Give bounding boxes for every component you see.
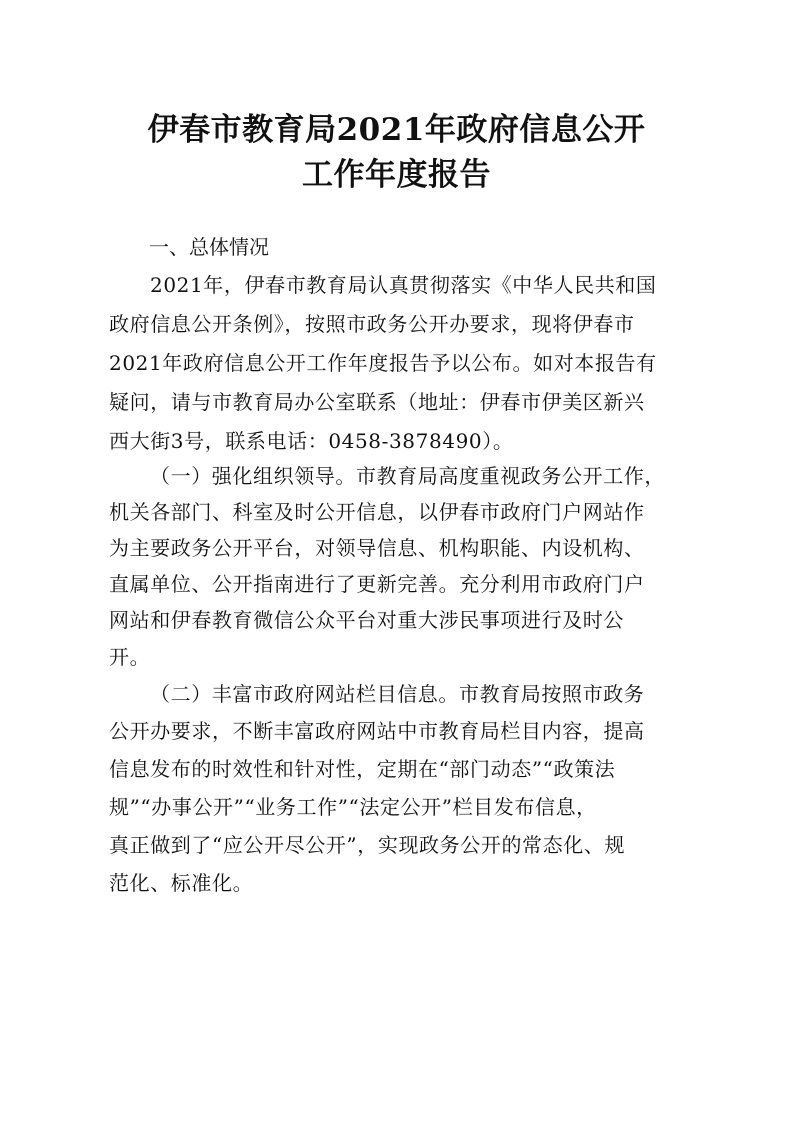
paragraph-3-line: 真正做到了“应公开尽公开”，实现政务公开的常态化、规 <box>109 833 626 857</box>
paragraph-3-line: 公开办要求，不断丰富政府网站中市教育局栏目内容，提高 <box>109 719 645 743</box>
paragraph-3-line: 范化、标准化。 <box>109 871 254 895</box>
paragraph-2-line: 直属单位、公开指南进行了更新完善。充分利用市政府门户 <box>109 572 645 596</box>
paragraph-1-line: 西大街3号，联系电话：0458-3878490）。 <box>109 429 514 453</box>
paragraph-3-line: （二）丰富市政府网站栏目信息。市教育局按照市政务 <box>150 682 645 706</box>
paragraph-1-line: 政府信息公开条例》，按照市政务公开办要求，现将伊春市 <box>109 312 635 336</box>
report-title-line-1: 伊春市教育局2021年政府信息公开 <box>147 112 646 148</box>
paragraph-2-line: 网站和伊春教育微信公众平台对重大涉民事项进行及时公 <box>109 608 624 632</box>
section-heading: 一、总体情况 <box>149 235 269 259</box>
paragraph-1-line: 2021年政府信息公开工作年度报告予以公布。如对本报告有 <box>109 351 657 375</box>
paragraph-2-line: （一）强化组织领导。市教育局高度重视政务公开工作， <box>150 464 665 488</box>
paragraph-1-line: 疑问，请与市教育局办公室联系（地址：伊春市伊美区新兴 <box>109 390 645 414</box>
paragraph-1-line: 2021年，伊春市教育局认真贯彻落实《中华人民共和国 <box>150 273 657 297</box>
paragraph-3-line: 信息发布的时效性和针对性，定期在“部门动态”“政策法 <box>109 757 616 781</box>
paragraph-2-line: 开。 <box>109 645 151 669</box>
paragraph-2-line: 机关各部门、科室及时公开信息，以伊春市政府门户网站作 <box>109 500 645 524</box>
paragraph-2-line: 为主要政务公开平台，对领导信息、机构职能、内设机构、 <box>109 536 645 560</box>
report-title-line-2: 工作年度报告 <box>302 157 491 193</box>
paragraph-3-line: 规”“办事公开”“业务工作”“法定公开”栏目发布信息， <box>109 795 597 819</box>
